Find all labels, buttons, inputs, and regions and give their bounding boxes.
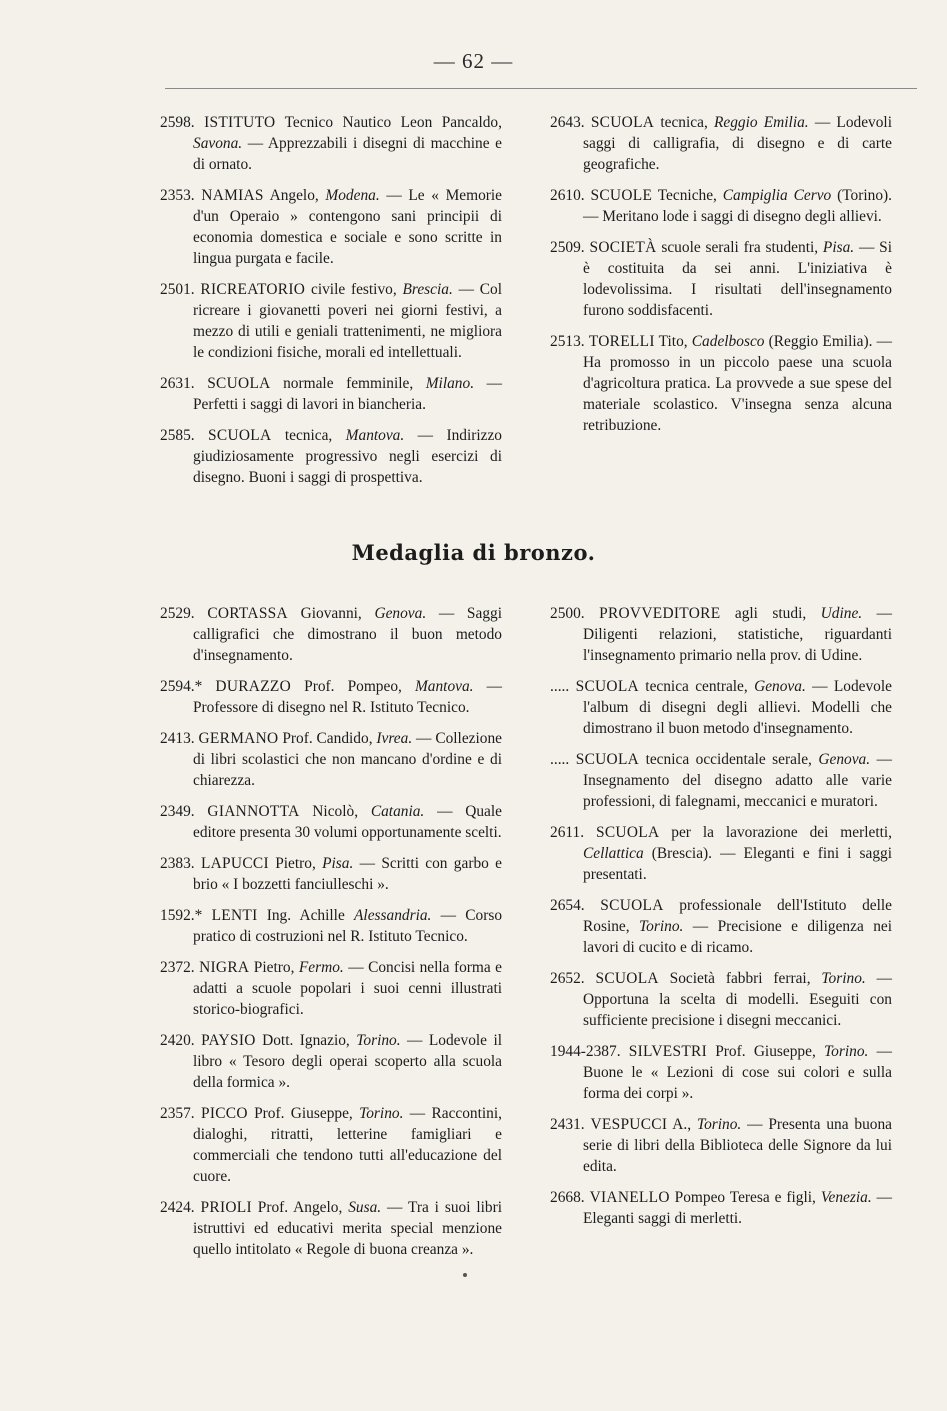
entry-text: — Opportuna la scelta di modelli. Eseguiti con sufficiente precisione i disegni meccanici. [583,970,892,1029]
entry-name: PAYSIO [201,1032,256,1049]
entry-detail: Prof. Angelo, [251,1199,349,1216]
entry-detail: professionale dell'Istituto delle Rosine, [583,897,892,935]
entry [550,1114,892,1177]
entry-detail: Angelo, [263,187,326,204]
entry-name: PICCO [200,1105,248,1122]
entry-detail: civile festivo, [305,281,403,298]
entry-detail: tecnica, [271,427,346,444]
entry-detail: Giovanni, [287,605,375,622]
entry-place: Torino. [356,1032,401,1049]
entry [160,801,502,843]
entry-text: — Le « Memorie d'un Operaio » contengono sani principii di economia domestica e sociale e sono scritte in lingua purgata e facile. [193,187,502,267]
entry-detail: Pietro, [249,959,299,976]
entry-text: — Indirizzo giudiziosamente progressivo negli esercizi di disegno. Buoni i saggi di prospettiva. [193,427,502,486]
entry-text: — Quale editore presenta 30 volumi opportunamente scelti. [193,803,502,841]
entry-detail: Prof. Giuseppe, [247,1105,360,1122]
entry-detail: agli studi, [720,605,821,622]
entry [550,237,892,321]
top-left-column [160,112,502,498]
entry-number: 2529. [160,605,208,622]
entry-number: 1944-2387. [550,1043,629,1060]
entry-detail: tecnica, [654,114,714,131]
top-right-column [550,112,892,446]
entry-number: 2585. [160,427,209,444]
entry-place: Pisa. [322,855,354,872]
entry-name: PRIOLI [200,1199,252,1216]
entry [550,968,892,1031]
entry-text: (Torino). — Meritano lode i saggi di disegno degli allievi. [583,187,892,225]
entry-name: DURAZZO [215,678,292,695]
entry-name: LENTI [211,907,258,924]
entry-number: 2611. [550,824,596,841]
entry-place: Brescia. [402,281,453,298]
entry-text: — Lodevole l'album di disegni degli allievi. Modelli che dimostrano il buon metodo d'insegnamento. [583,678,892,737]
entry-name: SCUOLA [207,375,271,392]
entry-name: SCUOLA [590,114,655,131]
entry-place: Genova. [754,678,806,695]
entry-text: (Brescia). — Eleganti e fini i saggi presentati. [583,845,892,883]
entry-number: 2424. [160,1199,201,1216]
entry-place: Catania. [370,803,425,820]
entry-place: Savona. [193,135,243,152]
section-title: Medaglia di bronzo. [351,540,596,565]
entry [160,112,502,175]
entry-text: — Buone le « Lezioni di cose sui colori e sulla forma dei corpi ». [583,1043,892,1102]
entry-name: NIGRA [199,959,250,976]
entry-text: — Precisione e diligenza nei lavori di cucito e di ricamo. [583,918,892,956]
entry-text: — Diligenti relazioni, statistiche, riguardanti l'insegnamento primario nella prov. di Udine. [583,605,892,664]
entry-name: CORTASSA [207,605,288,622]
entry-place: Torino. [639,918,684,935]
entry-name: SILVESTRI [628,1043,708,1060]
entry-name: LAPUCCI [200,855,269,872]
entry-text: — Raccontini, dialoghi, ritratti, letterine famigliari e commerciali che tendono tutti all'educazione del cuore. [193,1105,503,1185]
entry-place: Torino. [824,1043,869,1060]
bottom-left-column [160,603,502,1270]
entry [160,373,502,415]
entry-place: Modena. [325,187,380,204]
entry [160,185,502,269]
entry [550,749,892,812]
entry-detail: Nicolò, [299,803,371,820]
entry-name: ISTITUTO [204,114,276,131]
entry-number: 2668. [550,1189,590,1206]
entry-number: 2349. [160,803,208,820]
entry-detail: Prof. Pompeo, [291,678,415,695]
entry-number: 2372. [160,959,200,976]
entry-number: 2501. [160,281,201,298]
entry-name: SCUOLA [595,824,660,841]
entry-text: — Lodevoli saggi di calligrafia, di disegno e di carte geografiche. [583,114,892,173]
entry-detail: normale femminile, [270,375,426,392]
entry-detail: Ing. Achille [257,907,355,924]
entry [550,822,892,885]
entry-number: 2631. [160,375,208,392]
entry [550,603,892,666]
entry-text: — Eleganti saggi di merletti. [583,1189,893,1227]
entry [160,1030,502,1093]
entry-text: — Si è costituita da sei anni. L'iniziativa è lodevolissima. I risultati dell'insegnamento furono soddisfacenti. [583,239,892,319]
entry [160,957,502,1020]
entry-number: 1592.* [160,907,212,924]
entry-number: 2353. [160,187,202,204]
entry-place: Torino. [359,1105,404,1122]
entry-place: Torino. [696,1116,742,1133]
entry-detail: Prof. Giuseppe, [707,1043,825,1060]
entry-text: — Perfetti i saggi di lavori in biancheria. [193,375,502,413]
entry-name: SCUOLA [600,897,664,914]
header-rule [165,88,917,89]
entry-number: 2594.* [160,678,216,695]
entry-place: Genova. [374,605,427,622]
entry-text: — Col ricreare i giovanetti poveri nei giorni festivi, a mezzo di utili e geniali trattenimenti, ne migliora le condizioni fisiche, morali ed intellettuali. [193,281,502,361]
entry-text: — Saggi calligrafici che dimostrano il buon metodo d'insegnamento. [193,605,502,664]
entry [160,853,502,895]
entry-place: Fermo. [298,959,344,976]
entry-number: 2598. [160,114,205,131]
entry [160,1197,502,1260]
entry [550,185,892,227]
entry-name: PROVVEDITORE [599,605,721,622]
entry [550,895,892,958]
entry-number: 2513. [550,333,589,350]
entry-place: Genova. [818,751,871,768]
entry-number: 2431. [550,1116,591,1133]
entry-detail: Tecnico Nautico Leon Pancaldo, [275,114,502,131]
page-speck [463,1273,467,1277]
entry-text: (Reggio Emilia). — Ha promosso in un piccolo paese una scuola d'agricoltura pratica. La provvede a sue spese del materiale scolastico. V'insegna senza alcuna retribuzione. [583,333,892,434]
entry [550,1187,892,1229]
entry-name: SCUOLA [575,751,640,768]
entry-detail: Tecniche, [652,187,723,204]
entry-number: 2652. [550,970,596,987]
entry-number: 2610. [550,187,591,204]
entry [160,905,502,947]
entry [160,279,502,363]
entry-place: Susa. [348,1199,382,1216]
entry-detail: tecnica occidentale serale, [639,751,819,768]
entry-place: Ivrea. [376,730,413,747]
entry-number: 2509. [550,239,590,256]
entry-name: GIANNOTTA [207,803,300,820]
entry-place: Cadelbosco [691,333,765,350]
entry-name: VIANELLO [589,1189,670,1206]
entry-name: SCUOLA [595,970,659,987]
entry-number: 2420. [160,1032,202,1049]
entry-place: Udine. [820,605,863,622]
entry-place: Mantova. [414,678,474,695]
entry-text: — Apprezzabili i disegni di macchine e di ornato. [193,135,502,173]
entry-place: Mantova. [345,427,405,444]
entry [160,603,502,666]
entry-place: Cellattica [583,845,644,862]
entry-text: — Collezione di libri scolastici che non mancano d'ordine e di chiarezza. [193,730,502,789]
entry-text: — Presenta una buona serie di libri della Biblioteca delle Signore da lui edita. [583,1116,892,1175]
entry-detail: Pietro, [268,855,323,872]
entry [160,728,502,791]
entry-detail: Tito, [654,333,692,350]
entry [550,331,892,436]
entry-place: Pisa. [822,239,855,256]
entry [160,1103,502,1187]
entry-place: Campiglia Cervo [722,187,832,204]
entry-text: — Corso pratico di costruzioni nel R. Istituto Tecnico. [193,907,503,945]
entry-text: — Scritti con garbo e brio « I bozzetti fanciulleschi ». [193,855,502,893]
entry-detail: scuole serali fra studenti, [656,239,823,256]
entry-number: 2500. [550,605,600,622]
entry-number: 2643. [550,114,591,131]
entry-number: 2383. [160,855,201,872]
entry-text: — Concisi nella forma e adatti a scuole popolari i suoi cenni illustrati storico-biografici. [193,959,502,1018]
entry-number: 2413. [160,730,199,747]
entry-number: 2357. [160,1105,201,1122]
entry-detail: per la lavorazione dei merletti, [659,824,893,841]
entry-number: ..... [550,678,576,695]
entry-text: — Lodevole il libro « Tesoro degli operai scoperto alla scuola della formica ». [193,1032,503,1091]
entry-text: — Tra i suoi libri istruttivi ed educativi merita special menzione quello intitolato « Regole di buona creanza ». [193,1199,503,1258]
entry [160,676,502,718]
entry-number: 2654. [550,897,601,914]
entry [550,676,892,739]
entry-name: SOCIETÀ [589,239,657,256]
entry-place: Torino. [821,970,866,987]
entry-place: Reggio Emilia. [713,114,809,131]
entry-detail: Dott. Ignazio, [255,1032,357,1049]
entry-detail: A., [667,1116,697,1133]
entry-name: SCUOLA [208,427,272,444]
entry-detail: Società fabbri ferrai, [658,970,822,987]
entry [550,112,892,175]
entry-name: TORELLI [588,333,655,350]
entry-name: NAMIAS [201,187,264,204]
entry-name: VESPUCCI [590,1116,668,1133]
entry-name: GERMANO [198,730,279,747]
entry-detail: Prof. Candido, [278,730,377,747]
entry-place: Alessandria. [354,907,432,924]
entry-name: SCUOLE [590,187,653,204]
entry [160,425,502,488]
entry-name: SCUOLA [575,678,639,695]
entry-place: Venezia. [820,1189,872,1206]
entry-text: — Professore di disegno nel R. Istituto Tecnico. [193,678,502,716]
entry [550,1041,892,1104]
entry-detail: tecnica centrale, [638,678,755,695]
entry-place: Milano. [425,375,475,392]
entry-number: ..... [550,751,576,768]
entry-text: — Insegnamento del disegno adatto alle varie professioni, di falegnami, meccanici e muratori. [583,751,892,810]
page-number: — 62 — [433,49,514,73]
entry-detail: Pompeo Teresa e figli, [669,1189,821,1206]
bottom-right-column [550,603,892,1239]
entry-name: RICREATORIO [200,281,306,298]
